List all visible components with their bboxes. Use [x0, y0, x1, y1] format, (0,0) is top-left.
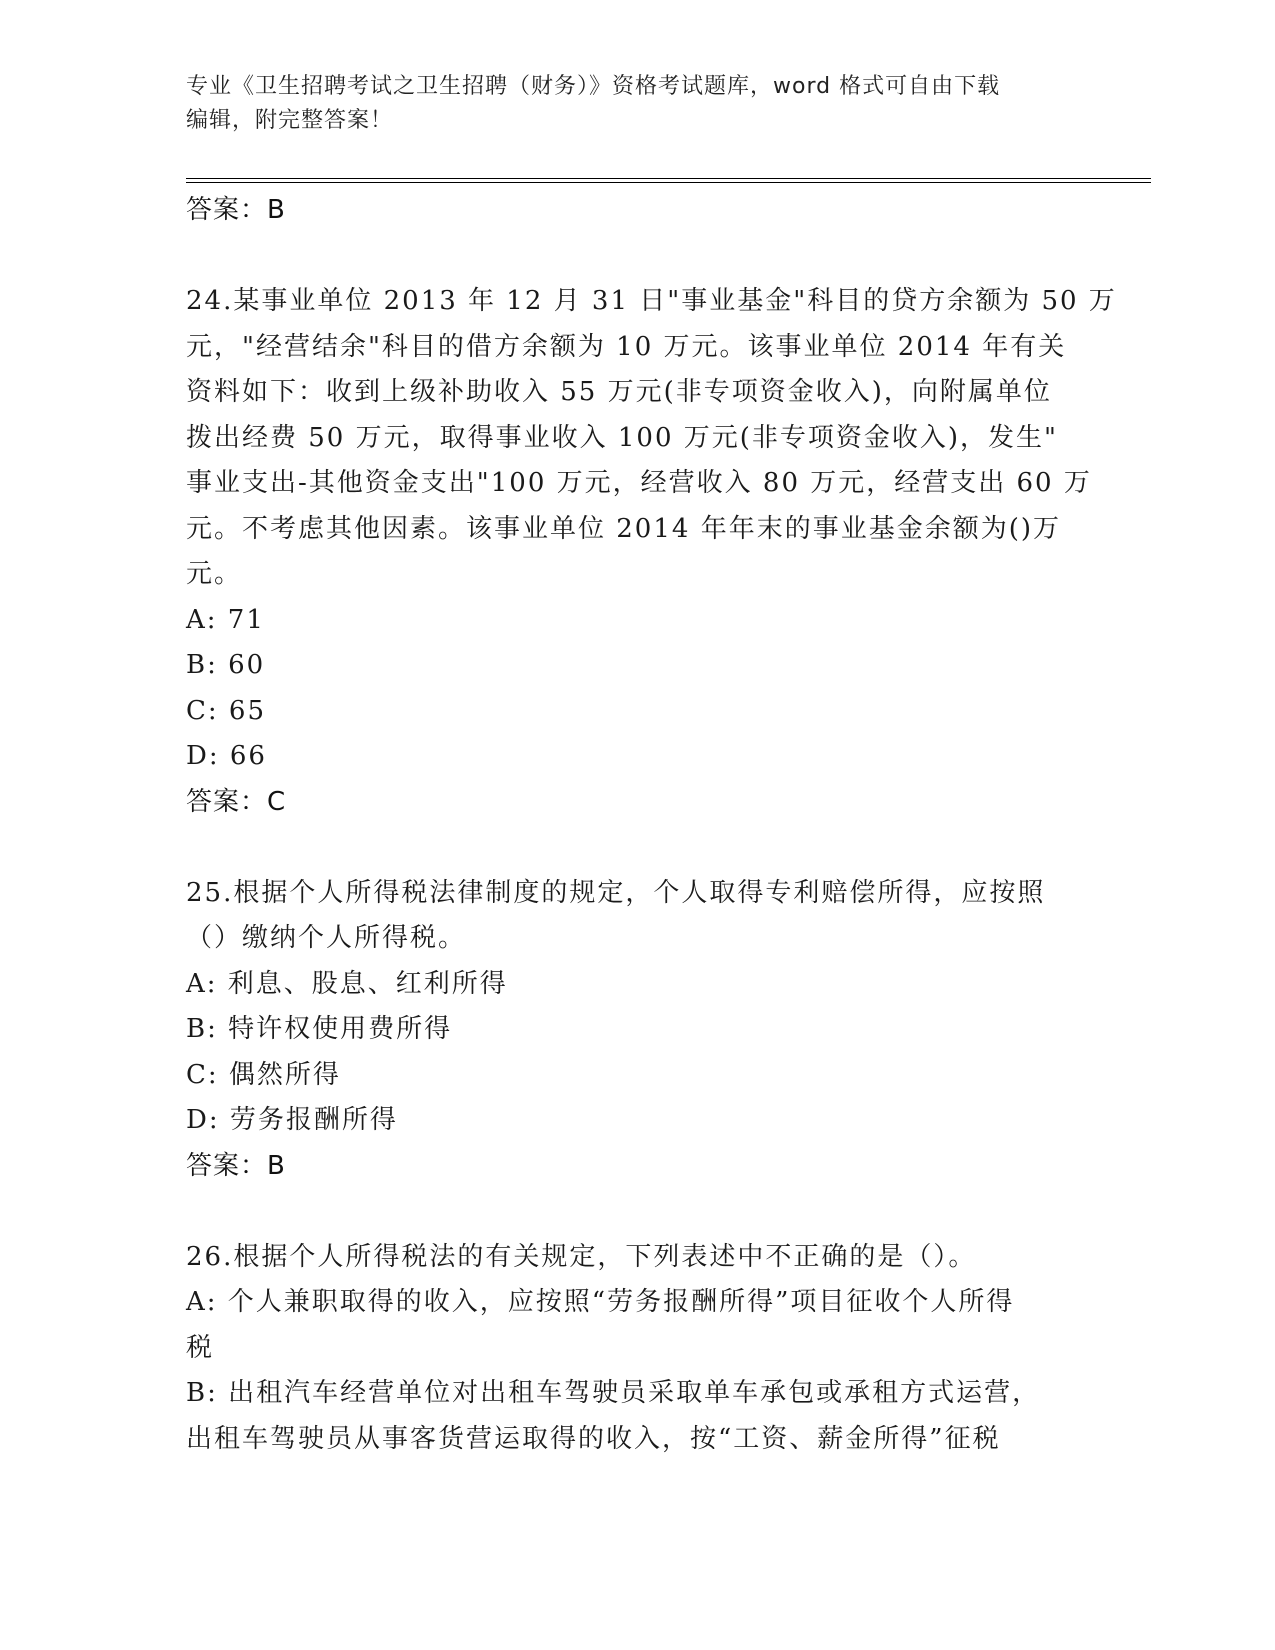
question-24 [186, 279, 1117, 825]
question-text-line: 资料如下：收到上级补助收入 55 万元(非专项资金收入)，向附属单位 [186, 377, 1052, 407]
header-line-2: 编辑，附完整答案！ [186, 108, 394, 133]
option-b: B: 特许权使用费所得 [186, 1014, 453, 1044]
option-b: B: 60 [186, 650, 266, 680]
option-d: D: 66 [186, 741, 267, 771]
answer-prev: 答案：B [186, 195, 286, 225]
option-c: C: 65 [186, 695, 267, 726]
option-b-continued: 出租车驾驶员从事客货营运取得的收入，按“工资、薪金所得”征税 [186, 1423, 1001, 1454]
document-header [186, 70, 1066, 138]
answer-24: 答案：C [186, 786, 287, 817]
question-text-line: 24.某事业单位 2013 年 12 月 31 日"事业基金"科目的贷方余额为 50 万 [186, 286, 1117, 316]
option-c: C: 偶然所得 [186, 1059, 341, 1090]
question-text-line: 元。 [186, 559, 243, 589]
question-25 [186, 871, 1086, 1190]
question-text-line: 元，"经营结余"科目的借方余额为 10 万元。该事业单位 2014 年有关 [186, 331, 1067, 362]
header-rule-top [186, 178, 1151, 179]
question-text-line: 26.根据个人所得税法的有关规定，下列表述中不正确的是（）。 [186, 1241, 977, 1272]
question-26 [186, 1235, 1086, 1463]
document-body [186, 188, 1117, 1462]
option-a: A: 个人兼职取得的收入，应按照“劳务报酬所得”项目征收个人所得 [186, 1287, 1015, 1317]
question-text-line: 事业支出-其他资金支出"100 万元，经营收入 80 万元，经营支出 60 万 [186, 468, 1092, 498]
option-a: A: 利息、股息、红利所得 [186, 968, 508, 999]
question-text-line: 拨出经费 50 万元，取得事业收入 100 万元(非专项资金收入)，发生" [186, 422, 1059, 453]
header-line-1: 专业《卫生招聘考试之卫生招聘（财务）》资格考试题库，word 格式可自由下载 [186, 74, 1001, 99]
question-text-line: 25.根据个人所得税法律制度的规定，个人取得专利赔偿所得，应按照 [186, 877, 1046, 908]
question-text-line: 元。不考虑其他因素。该事业单位 2014 年年末的事业基金余额为()万 [186, 513, 1061, 544]
question-text-line: （）缴纳个人所得税。 [186, 923, 467, 953]
answer-25: 答案：B [186, 1150, 286, 1181]
option-d: D: 劳务报酬所得 [186, 1105, 398, 1135]
option-a: A: 71 [186, 604, 265, 635]
option-b: B: 出租汽车经营单位对出租车驾驶员采取单车承包或承租方式运营， [186, 1378, 1041, 1408]
header-rule-bottom [186, 182, 1151, 183]
option-a-continued: 税 [186, 1332, 215, 1363]
